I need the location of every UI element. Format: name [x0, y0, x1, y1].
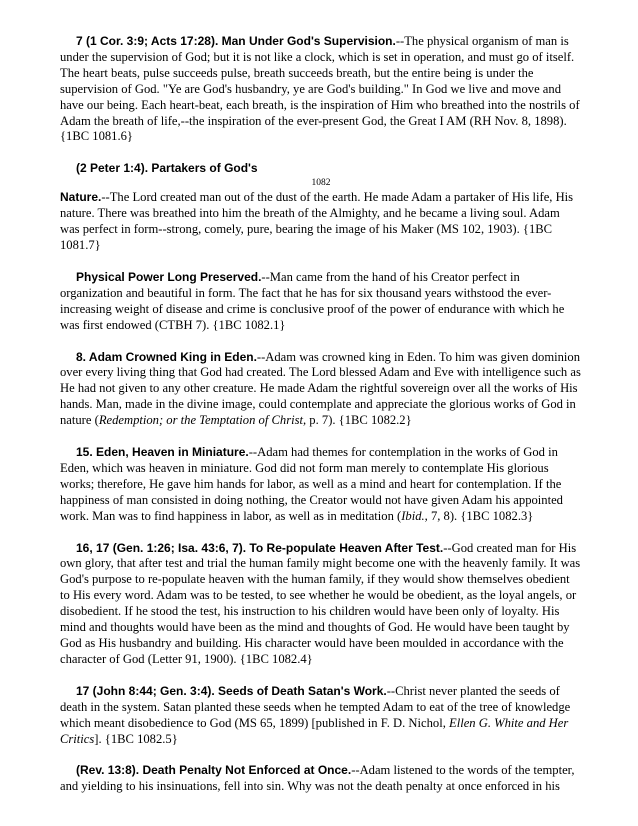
- paragraph-body: --Adam listened to the words of the tempter, and yielding to his insinuations, fell into sin. Why was not the death penalty at once enforced in his: [60, 763, 575, 794]
- paragraph-heading: (2 Peter 1:4). Partakers of God's: [76, 161, 258, 176]
- book-title-italic: Redemption; or the Temptation of Christ,: [98, 413, 307, 428]
- paragraph-heading: 7 (1 Cor. 3:9; Acts 17:28). Man Under God's Supervision.: [76, 34, 396, 48]
- page-number: [60, 178, 582, 189]
- page-number-label: 1082: [311, 178, 331, 189]
- paragraph-body: --Adam was crowned king in Eden. To him was given dominion over every living thing that God had created. The Lord blessed Adam and Eve with intelligence such as He had not given to any other creature. He made Adam the rightful sovereign over all the works of His hands. Man, made in the divine image, could contemplate and appreciate the glorious works of God in nature (: [60, 349, 581, 428]
- paragraph-partakers-body: [60, 190, 582, 254]
- paragraph-body: --The Lord created man out of the dust of the earth. He made Adam a partaker of His life, His nature. There was breathed into him the breath of the Almighty, and he became a living soul. Adam was perfect in form--strong, comely, pure, bearing the image of his Maker (MS 102, 1903). {1BC 1081.7}: [60, 190, 574, 252]
- book-title-italic: Ellen G. White and Her Critics: [60, 715, 569, 746]
- ibid-italic: Ibid.,: [401, 508, 428, 523]
- paragraph-heading: 17 (John 8:44; Gen. 3:4). Seeds of Death Satan's Work.: [76, 683, 387, 698]
- paragraph-heading: 15. Eden, Heaven in Miniature.: [76, 445, 249, 460]
- paragraph-partakers-heading: [60, 161, 582, 177]
- paragraph-heading: Physical Power Long Preserved.: [76, 269, 262, 284]
- paragraph-physical-power: [60, 270, 582, 334]
- paragraph-body: --The physical organism of man is under the supervision of God; but it is not like a clock, which is set in operation, and must go of itself. The heart beats, pulse succeeds pulse, breath succeeds breath, but the entire being is under the supervision of God. "Ye are God's husbandry, ye are God's building." In God we live and move and have our being. Each heart-beat, each breath, is the inspiration of Him who breathed into the nostrils of Adam the breath of life,--the inspiration of the ever-present God, the Great I AM (RH Nov. 8, 1898). {1BC 1081.6}: [60, 34, 580, 144]
- paragraph-eden-heaven: [60, 445, 582, 525]
- paragraph-body: --Adam had themes for contemplation in the works of God in Eden, which was heaven in miniature. God did not form man merely to contemplate His glorious works; therefore, He gave him hands for labor, as well as a mind and heart for contemplation. If the happiness of man consisted in doing nothing, the Creator would not have given Adam his appointed work. Man was to find happiness in labor, as well as in meditation (: [60, 445, 563, 523]
- paragraph-body: --Man came from the hand of his Creator perfect in organization and beautiful in form. The fact that he has for six thousand years withstood the ever-increasing weight of disease and crime is conclusive proof of the power of endurance with which he was first endowed (CTBH 7). {1BC 1082.1}: [60, 269, 565, 332]
- document-page: [60, 34, 582, 811]
- paragraph-gods-supervision: [60, 34, 582, 145]
- paragraph-seeds-of-death: [60, 684, 582, 748]
- paragraph-body: --God created man for His own glory, that after test and trial the human family might become one with the heavenly family. It was God's purpose to re-populate heaven with the human family, if they would show themselves obedient to His every word. Adam was to be tested, to see whether he would be obedient, as the loyal angels, or disobedient. If he stood the test, his instruction to his children would have been only of loyalty. His mind and thoughts would have been as the mind and thoughts of God. He would have been taught by God as His husbandry and building. His character would have been moulded in accordance with the character of God (Letter 91, 1900). {1BC 1082.4}: [60, 540, 581, 666]
- paragraph-heading: 8. Adam Crowned King in Eden.: [76, 349, 257, 364]
- paragraph-repopulate-heaven: [60, 541, 582, 668]
- paragraph-adam-crowned-king: [60, 350, 582, 430]
- paragraph-heading: 16, 17 (Gen. 1:26; Isa. 43:6, 7). To Re-populate Heaven After Test.: [76, 540, 444, 555]
- paragraph-body-tail: p. 7). {1BC 1082.2}: [306, 413, 412, 428]
- paragraph-death-penalty: [60, 763, 582, 795]
- paragraph-heading: (Rev. 13:8). Death Penalty Not Enforced at Once.: [76, 763, 352, 778]
- paragraph-body-tail: ]. {1BC 1082.5}: [94, 731, 178, 746]
- paragraph-body: --Christ never planted the seeds of death in the system. Satan planted these seeds when he tempted Adam to eat of the tree of knowledge which meant disobedience to God (MS 65, 1899) [published in F. D. Nichol,: [60, 683, 571, 730]
- paragraph-heading-continued: Nature.: [60, 190, 102, 205]
- paragraph-body-tail: 7, 8). {1BC 1082.3}: [427, 508, 534, 523]
